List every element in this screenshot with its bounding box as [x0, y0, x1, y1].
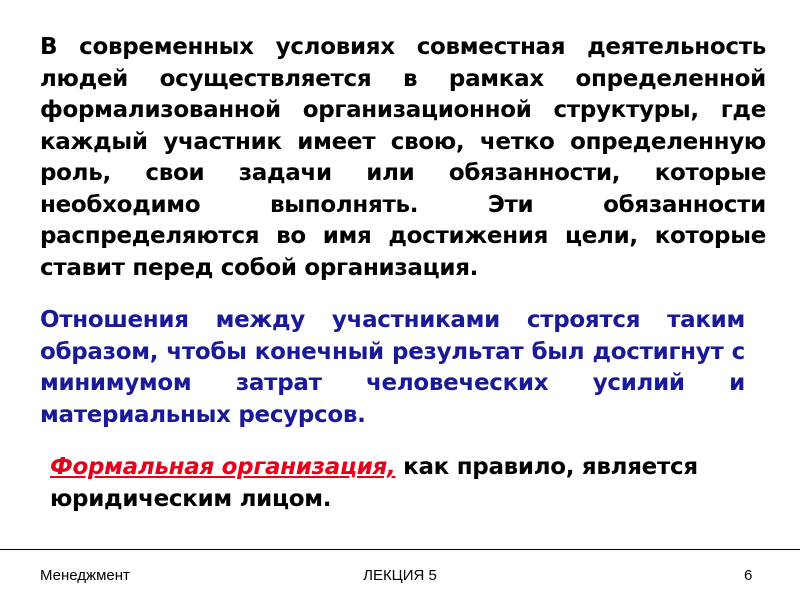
paragraph-relations: Отношения между участниками строятся таким образом, чтобы конечный результат был достигнут с минимумом затрат человеческих усилий и материальных ресурсов.: [40, 307, 745, 428]
formal-organization-definition: как правило, является юридическим лицом.: [50, 454, 698, 512]
footer-lecture-label: ЛЕКЦИЯ 5: [363, 567, 437, 584]
formal-organization-term: Формальная организация,: [50, 454, 396, 480]
footer-divider: [0, 549, 800, 550]
paragraph-formal-organization: [50, 452, 750, 515]
paragraph-intro: В современных условиях совместная деятельность людей осуществляется в рамках определенной формализованной организационной структуры, где каждый участник имеет свою, четко определенную роль, свои задачи или обязанности, которые необходимо выполнять. Эти обязанности распределяются во имя достижения цели, которые ставит перед собой организация.: [40, 34, 766, 281]
footer-page-number: 6: [744, 567, 753, 584]
footer-course-name: Менеджмент: [40, 567, 130, 584]
